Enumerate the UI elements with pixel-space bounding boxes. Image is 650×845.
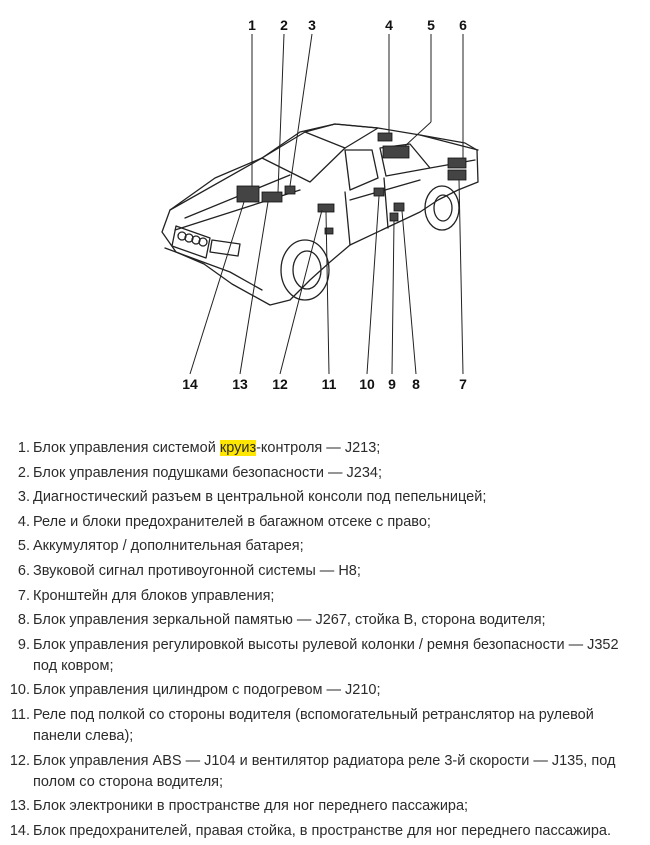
front-side-window bbox=[345, 150, 378, 190]
legend-item: 3. Диагностический разъем в центральной консоли под пепельницей; bbox=[17, 489, 487, 506]
callout-7: 7 bbox=[459, 376, 467, 392]
callout-5: 5 bbox=[427, 17, 435, 33]
callout-11: 11 bbox=[321, 376, 337, 392]
rear-wheel bbox=[425, 186, 459, 230]
legend-item: 8. Блок управления зеркальной памятью — J267, стойка B, сторона водителя; bbox=[17, 612, 546, 629]
legend-item: 5. Аккумулятор / дополнительная батарея; bbox=[17, 538, 304, 555]
component-diag-connector bbox=[285, 186, 295, 194]
legend-item: 12. Блок управления ABS — J104 и вентилятор радиатора реле 3-й скорости — J135, под полом со сторона водителя; bbox=[9, 752, 616, 790]
callout-6: 6 bbox=[459, 17, 467, 33]
component-trunk-relays bbox=[383, 146, 409, 158]
callout-12: 12 bbox=[272, 376, 288, 392]
windshield bbox=[262, 132, 345, 182]
legend-item: 11. Реле под полкой со стороны водителя (вспомогательный ретранслятор на рулевой панели слева); bbox=[10, 706, 594, 744]
callout-1: 1 bbox=[248, 17, 256, 33]
headlight bbox=[210, 240, 240, 256]
component-bracket bbox=[448, 170, 466, 180]
callout-3: 3 bbox=[308, 17, 316, 33]
legend-item: 2. Блок управления подушками безопасности — J234; bbox=[17, 464, 382, 481]
component-heater-unit bbox=[374, 188, 384, 196]
component-alarm-horn bbox=[448, 158, 466, 168]
callout-2: 2 bbox=[280, 17, 288, 33]
legend-item: 4. Реле и блоки предохранителей в багажном отсеке с право; bbox=[17, 513, 431, 530]
component-airbag-unit bbox=[262, 192, 282, 202]
legend-item: 9. Блок управления регулировкой высоты рулевой колонки / ремня безопасности — J352 под ковром; bbox=[17, 636, 619, 674]
callout-4: 4 bbox=[385, 17, 393, 33]
callout-14: 14 bbox=[182, 376, 198, 392]
component-column-unit bbox=[390, 213, 398, 221]
callout-8: 8 bbox=[412, 376, 420, 392]
component-mirror-unit bbox=[394, 203, 404, 211]
callout-9: 9 bbox=[388, 376, 396, 392]
legend-item: 14. Блок предохранителей, правая стойка, в пространстве для ног переднего пассажира. bbox=[9, 822, 612, 839]
highlighted-term: круиз bbox=[219, 440, 257, 456]
legend-item: 7. Кронштейн для блоков управления; bbox=[17, 587, 275, 604]
car-drawing bbox=[0, 0, 650, 410]
car-component-diagram bbox=[0, 0, 650, 410]
component-battery bbox=[378, 133, 392, 141]
legend-item: 13. Блок электроники в пространстве для ног переднего пассажира; bbox=[9, 798, 469, 815]
legend-item: 6. Звуковой сигнал противоугонной системы — H8; bbox=[17, 562, 361, 579]
component-cruise-unit bbox=[237, 186, 259, 202]
callout-13: 13 bbox=[232, 376, 248, 392]
callout-10: 10 bbox=[359, 376, 375, 392]
component-relay-shelf bbox=[318, 204, 334, 212]
legend-item: 1. Блок управления системой круиз-контроля — J213; bbox=[17, 440, 381, 456]
legend-item: 10. Блок управления цилиндром с подогревом — J210; bbox=[9, 682, 381, 699]
component-legend bbox=[0, 438, 640, 845]
